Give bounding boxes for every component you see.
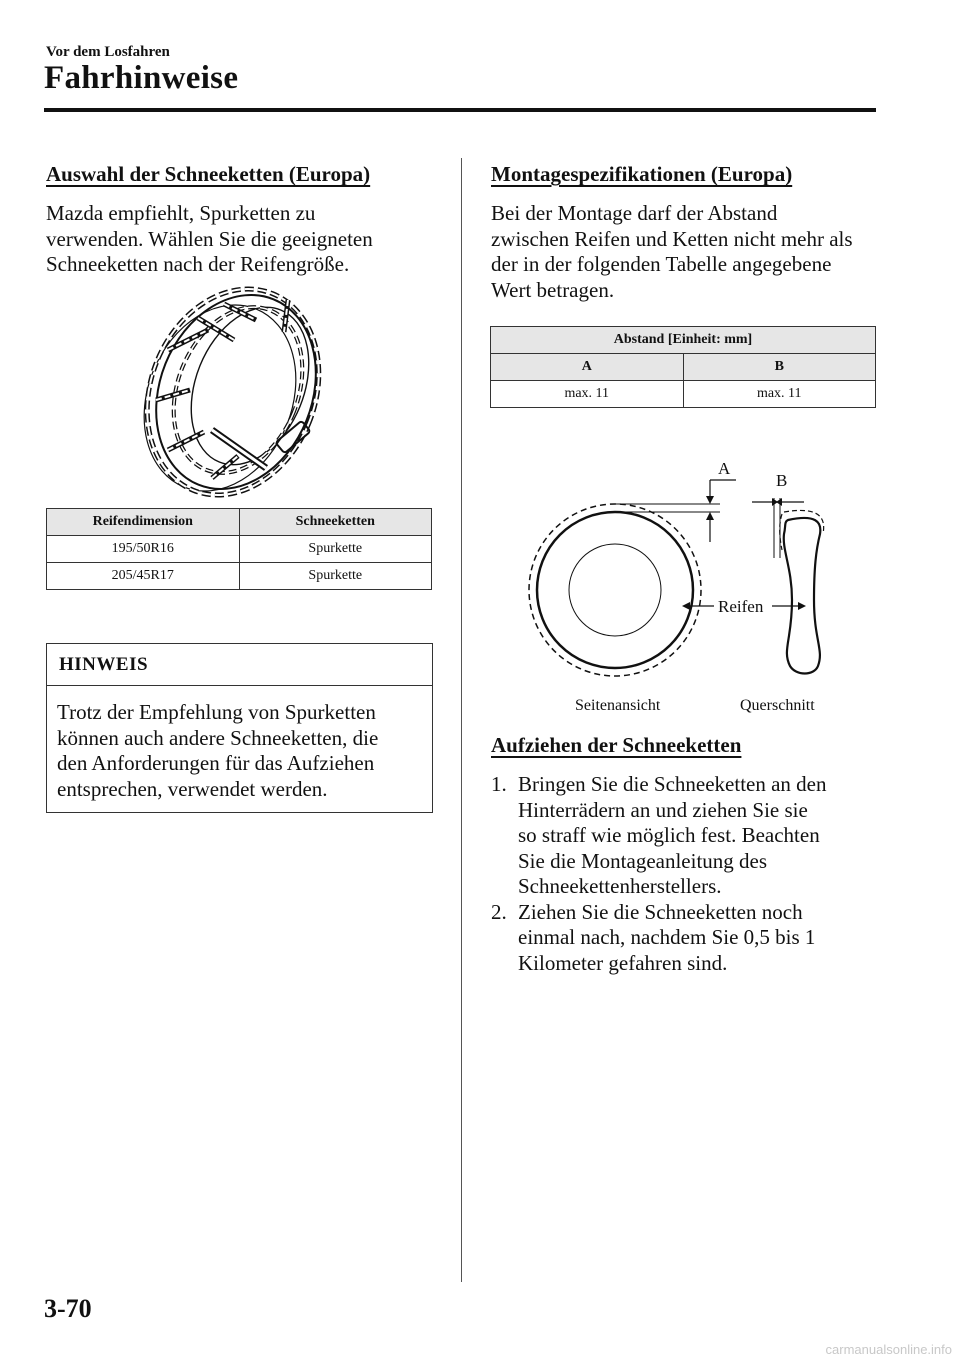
tire-chain-table bbox=[46, 508, 432, 590]
table-row bbox=[47, 536, 432, 563]
text-line: einmal nach, nachdem Sie 0,5 bis 1 bbox=[518, 925, 816, 949]
table-header-cell: Schneeketten bbox=[239, 509, 432, 536]
label-b: B bbox=[776, 471, 788, 490]
side-view-tire bbox=[537, 512, 693, 668]
title-rule bbox=[44, 108, 876, 112]
heading-mounting-spec: Montagespezifikationen (Europa) bbox=[491, 162, 793, 186]
page-number: 3-70 bbox=[44, 1294, 92, 1323]
table-cell: 195/50R16 bbox=[47, 536, 240, 563]
text-line: so straff wie möglich fest. Beachten bbox=[518, 823, 820, 847]
heading-mounting-chains: Aufziehen der Schneeketten bbox=[491, 733, 742, 757]
text-line: zwischen Reifen und Ketten nicht mehr als bbox=[491, 226, 853, 251]
text-line: Ziehen Sie die Schneeketten noch bbox=[518, 899, 803, 924]
table-cell: Spurkette bbox=[239, 536, 432, 563]
note-body bbox=[47, 686, 432, 802]
text-line: Schneeketten nach der Reifengröße. bbox=[46, 252, 350, 276]
intro-chain-selection bbox=[46, 201, 446, 278]
caption-side-view: Seitenansicht bbox=[575, 697, 661, 714]
intro-mounting-spec bbox=[491, 201, 891, 303]
table-header-row bbox=[47, 509, 432, 536]
text-line: Mazda empfiehlt, Spurketten zu bbox=[46, 201, 316, 225]
text-line: können auch andere Schneeketten, die bbox=[57, 725, 379, 750]
text-line: Sie die Montageanleitung des bbox=[518, 848, 768, 873]
label-tire: Reifen bbox=[718, 597, 764, 616]
text-line: Trotz der Empfehlung von Spurketten bbox=[57, 700, 376, 724]
clearance-table bbox=[490, 326, 876, 408]
text-line: Bei der Montage darf der Abstand bbox=[491, 201, 778, 225]
text-line: der in der folgenden Tabelle angegebene bbox=[491, 252, 832, 276]
table-cell: Spurkette bbox=[239, 563, 432, 590]
heading-chain-selection: Auswahl der Schneeketten (Europa) bbox=[46, 162, 371, 186]
clearance-diagram bbox=[520, 450, 850, 720]
text-line: Hinterrädern an und ziehen Sie sie bbox=[518, 797, 808, 822]
table-header-row bbox=[491, 354, 876, 381]
label-a: A bbox=[718, 459, 731, 478]
side-view-chain bbox=[529, 504, 701, 676]
watermark: carmanualsonline.info bbox=[825, 1342, 952, 1357]
text-line: Kilometer gefahren sind. bbox=[518, 950, 728, 975]
table-row bbox=[47, 563, 432, 590]
list-item bbox=[491, 772, 881, 900]
note-title: HINWEIS bbox=[47, 644, 432, 686]
text-line: Bringen Sie die Schneeketten an den bbox=[518, 772, 827, 796]
table-cell: 205/45R17 bbox=[47, 563, 240, 590]
text-line: den Anforderungen für das Aufziehen bbox=[57, 751, 375, 775]
list-item bbox=[491, 900, 881, 977]
table-row bbox=[491, 381, 876, 408]
table-cell: max. 11 bbox=[491, 381, 684, 408]
chapter-label: Vor dem Losfahren bbox=[46, 44, 170, 60]
text-line: entsprechen, verwendet werden. bbox=[57, 776, 328, 801]
table-header-cell: Reifendimension bbox=[47, 509, 240, 536]
snow-chain-illustration bbox=[138, 280, 338, 500]
text-line: verwenden. Wählen Sie die geeigneten bbox=[46, 226, 373, 251]
step-number: 1. bbox=[491, 772, 507, 796]
page-title: Fahrhinweise bbox=[44, 60, 239, 96]
table-caption-row bbox=[491, 327, 876, 354]
column-divider bbox=[461, 158, 462, 1282]
table-header-cell: A bbox=[491, 354, 684, 381]
text-line: Wert betragen. bbox=[491, 277, 615, 302]
note-box bbox=[46, 643, 433, 813]
caption-cross-section: Querschnitt bbox=[740, 697, 815, 714]
table-caption: Abstand [Einheit: mm] bbox=[491, 327, 876, 354]
table-header-cell: B bbox=[683, 354, 876, 381]
table-cell: max. 11 bbox=[683, 381, 876, 408]
cross-section-tire bbox=[784, 518, 821, 674]
mounting-steps bbox=[491, 772, 881, 976]
text-line: Schneekettenherstellers. bbox=[518, 874, 722, 898]
step-number: 2. bbox=[491, 899, 507, 924]
